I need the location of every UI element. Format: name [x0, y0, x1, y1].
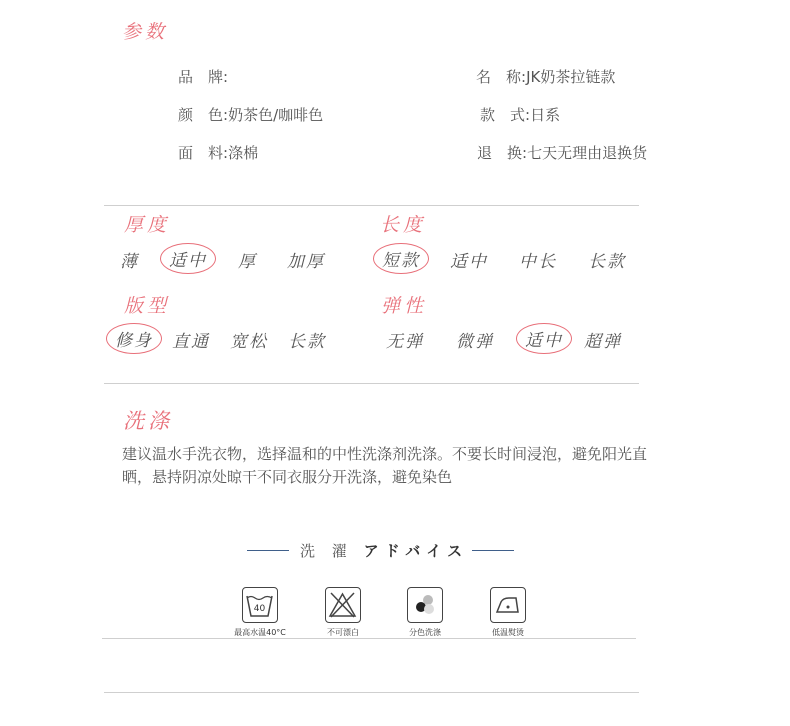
style-value: 日系	[530, 106, 561, 124]
return-row	[477, 142, 647, 163]
length-option-selected: 短款	[373, 243, 429, 274]
no-bleach-icon	[325, 587, 361, 623]
wash-instructions: 建议温水手洗衣物，选择温和的中性洗涤剂洗涤。不要长时间浸泡，避免阳光直晒，悬持阴凉处晾干不同衣服分开洗涤，避免染色	[122, 445, 648, 486]
elasticity-heading: 弹性	[381, 295, 428, 317]
fabric-value: 涤棉	[228, 144, 259, 162]
wash-temp-text: 40	[253, 604, 266, 614]
elasticity-option: 微弹	[456, 332, 494, 352]
advice-line-left	[247, 550, 289, 551]
advice-title-jp: アドバイス	[363, 542, 469, 560]
brand-row	[178, 66, 228, 87]
advice-title-cn: 洗 濯	[300, 542, 353, 560]
care-separate	[407, 587, 443, 623]
care-label-separate: 分色洗涤	[409, 628, 441, 637]
return-label: 退 换:	[477, 144, 528, 162]
elasticity-option: 无弹	[386, 332, 424, 352]
care-label-bleach: 不可漂白	[327, 628, 359, 637]
style-row	[480, 104, 560, 125]
wash-heading: 洗涤	[123, 409, 173, 433]
elasticity-option: 超弹	[584, 332, 622, 352]
length-heading: 长度	[380, 214, 427, 236]
color-value: 奶茶色/咖啡色	[228, 106, 324, 124]
care-wash-40	[242, 587, 278, 623]
care-label-wash: 最高水温40°C	[234, 628, 286, 637]
thickness-option: 加厚	[287, 252, 325, 272]
style-label: 款 式:	[480, 106, 531, 124]
thickness-option: 厚	[238, 252, 257, 272]
care-label-iron: 低温熨烫	[492, 628, 524, 637]
fit-option-selected: 修身	[106, 323, 162, 354]
name-row	[476, 66, 615, 87]
advice-line-right	[472, 550, 514, 551]
params-heading: 参数	[122, 21, 169, 43]
length-option: 适中	[450, 252, 488, 272]
wash-40-icon	[242, 587, 278, 623]
color-row	[178, 104, 323, 125]
color-label: 颜 色:	[178, 106, 229, 124]
care-iron	[490, 587, 526, 623]
elasticity-option-selected: 适中	[516, 323, 572, 354]
thickness-option-selected: 适中	[160, 243, 216, 274]
fabric-label: 面 料:	[178, 144, 229, 162]
low-iron-icon	[490, 587, 526, 623]
divider-bottom	[104, 692, 639, 693]
fabric-row	[178, 142, 258, 163]
fit-heading: 版型	[124, 295, 171, 317]
fit-option: 宽松	[230, 332, 268, 352]
return-value: 七天无理由退换货	[527, 144, 648, 162]
length-option: 长款	[588, 252, 626, 272]
care-no-bleach	[325, 587, 361, 623]
name-value: JK奶茶拉链款	[526, 68, 616, 86]
divider-top	[104, 205, 639, 206]
fit-option: 长款	[288, 332, 326, 352]
thickness-option: 薄	[120, 252, 139, 272]
brand-label: 品 牌:	[178, 68, 229, 86]
length-option: 中长	[519, 252, 557, 272]
name-label: 名 称:	[476, 68, 527, 86]
fit-option: 直通	[172, 332, 210, 352]
divider-care	[102, 638, 636, 639]
separate-color-icon	[407, 587, 443, 623]
thickness-heading: 厚度	[124, 214, 171, 236]
divider-mid	[104, 383, 639, 384]
advice-title	[300, 540, 468, 561]
